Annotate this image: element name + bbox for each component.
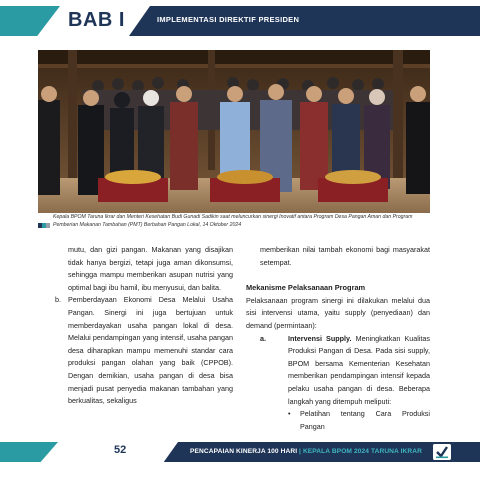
footer-separator: |	[297, 448, 303, 455]
checkmark-logo-icon	[433, 444, 451, 460]
list-marker-b: b.	[55, 295, 61, 305]
list-item-b-text: Pemberdayaan Ekonomi Desa Melalui Usaha Pangan. Sinergi ini juga bertujuan untuk memberdayakan usaha pangan lokal di desa. Melalui pendampingan yang intensif, usaha pangan desa diharapkan mampu memenuhi standar cara produksi pangan olahan yang baik (CPPOB). Dengan demikian, usaha pangan di desa bisa menjadi pusat penyedia makanan tambahan yang berkualitas, sekaligus	[68, 295, 233, 406]
event-photo	[38, 50, 430, 213]
list-item-a	[246, 333, 430, 409]
list-marker-a: a.	[260, 333, 266, 343]
footer-title	[190, 448, 422, 455]
footer-title-main: PENCAPAIAN KINERJA 100 HARI	[190, 448, 298, 455]
right-column	[246, 244, 430, 433]
mechanism-intro-paragraph: Pelaksanaan program sinergi ini dilakukan melalui dua sisi intervensi utama, yaitu supply (penyediaan) dan demand (permintaan):	[246, 295, 430, 330]
chapter-label: BAB I	[68, 9, 125, 31]
photo-caption: Kepala BPOM Taruna Ikrar dan Menteri Kesehatan Budi Gunadi Sadikin saat meluncurkan sinergi Inovatif antara Program Desa Pangan Aman dan Program Pemberian Makanan Tambahan (PMT) Berbahan Pangan Lokal, 14 Oktober 2024	[53, 214, 413, 228]
caption-marker-icon	[38, 215, 50, 220]
left-intro-paragraph: mutu, dan gizi pangan. Makanan yang disajikan tidak hanya bergizi, tetapi juga aman dikonsumsi, sehingga mampu memberikan asupan nutrisi yang optimal bagi ibu hamil, ibu menyusui, dan balita.	[68, 245, 233, 292]
bullet-item-1-text: Pelatihan tentang Cara Produksi Pangan	[300, 409, 430, 431]
left-column	[55, 244, 233, 408]
list-item-b	[55, 294, 233, 407]
list-item-a-text: Meningkatkan Kualitas Produksi Pangan di Desa. Pada sisi supply, BPOM bersama Kementerian Kesehatan memberikan pendampingan intensif kepada pelaku usaha pangan di desa. Beberapa langkah yang ditempuh meliputi:	[288, 333, 431, 406]
page-number: 52	[114, 444, 127, 456]
section-heading: Mekanisme Pelaksanaan Program	[246, 283, 366, 293]
bullet-item-1	[246, 408, 430, 433]
photo-event-group-icon	[38, 50, 430, 213]
section-title: IMPLEMENTASI DIREKTIF PRESIDEN	[157, 15, 300, 24]
footer-subtitle: KEPALA BPOM 2024 TARUNA IKRAR	[302, 448, 422, 455]
list-item-a-title: Intervensi Supply.	[288, 333, 352, 343]
bullet-marker: •	[288, 409, 291, 419]
right-continuation-paragraph: memberikan nilai tambah ekonomi bagi masyarakat setempat.	[260, 245, 430, 267]
